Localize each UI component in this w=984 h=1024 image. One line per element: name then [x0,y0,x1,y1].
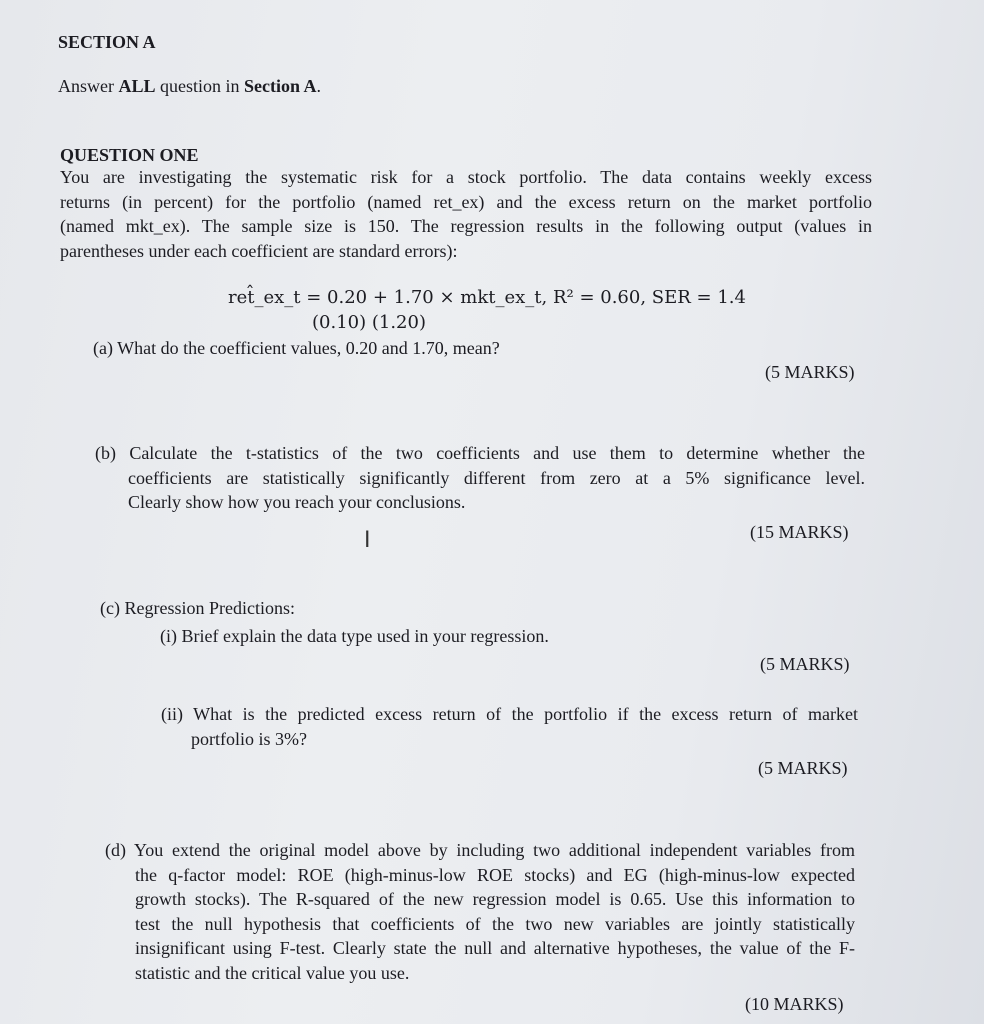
intro-line: (named mkt_ex). The sample size is 150. The regression results in the following output (values in [60,216,872,236]
part-a-question: (a) What do the coefficient values, 0.20 and 1.70, mean? [93,338,500,358]
part-d-line: test the null hypothesis that coefficients of the two new variables are jointly statistically [135,913,855,934]
intro-line: parentheses under each coefficient are standard errors): [60,240,458,261]
part-d-question [105,838,855,985]
intro-line: You are investigating the systematic risk for a stock portfolio. The data contains weekly excess [60,167,872,187]
part-c-ii-line: (ii) What is the predicted excess return of the portfolio if the excess return of market [161,704,858,724]
part-b-marks: (15 MARKS) [750,522,849,542]
part-b-line: (b) Calculate the t-statistics of the two coefficients and use them to determine whether the [95,443,865,463]
part-d-line: insignificant using F-test. Clearly state the null and alternative hypotheses, the value of the F- [135,938,855,958]
instruction-middle: question in [155,76,245,96]
regression-equation: ret̂_ex_t = 0.20 + 1.70 × mkt_ex_t, R² = 0.60, SER = 1.4 [228,287,746,308]
part-a-marks: (5 MARKS) [765,362,855,382]
part-c-ii-line: portfolio is 3%? [191,728,307,749]
question-title: QUESTION ONE [60,145,199,165]
part-c-i-question: (i) Brief explain the data type used in your regression. [160,626,549,646]
part-d-line: (d) You extend the original model above by including two additional independent variables from [105,840,855,860]
part-c-i-marks: (5 MARKS) [760,654,850,674]
question-intro [60,165,872,263]
part-b-question [95,441,865,515]
instruction-section: Section A [244,76,317,96]
section-title: SECTION A [58,32,156,52]
part-d-line: growth stocks). The R-squared of the new regression model is 0.65. Use this information to [135,889,855,909]
intro-line: returns (in percent) for the portfolio (named ret_ex) and the excess return on the market portfolio [60,191,872,212]
part-c-ii-question [161,702,858,751]
instruction-prefix: Answer [58,76,119,96]
text-cursor-icon: I [364,528,371,553]
instruction-suffix: . [316,76,322,96]
part-d-line: the q-factor model: ROE (high-minus-low ROE stocks) and EG (high-minus-low expected [135,864,855,885]
part-c-ii-marks: (5 MARKS) [758,758,848,778]
instruction-all: ALL [118,76,156,96]
part-b-line: coefficients are statistically significantly different from zero at a 5% significance level. [128,467,865,488]
part-b-line: Clearly show how you reach your conclusions. [128,492,466,512]
part-d-marks: (10 MARKS) [745,994,844,1014]
instruction-line [58,74,321,98]
part-d-line: statistic and the critical value you use. [135,962,410,983]
part-c-title: (c) Regression Predictions: [100,598,295,618]
standard-errors: (0.10) (1.20) [312,312,426,333]
